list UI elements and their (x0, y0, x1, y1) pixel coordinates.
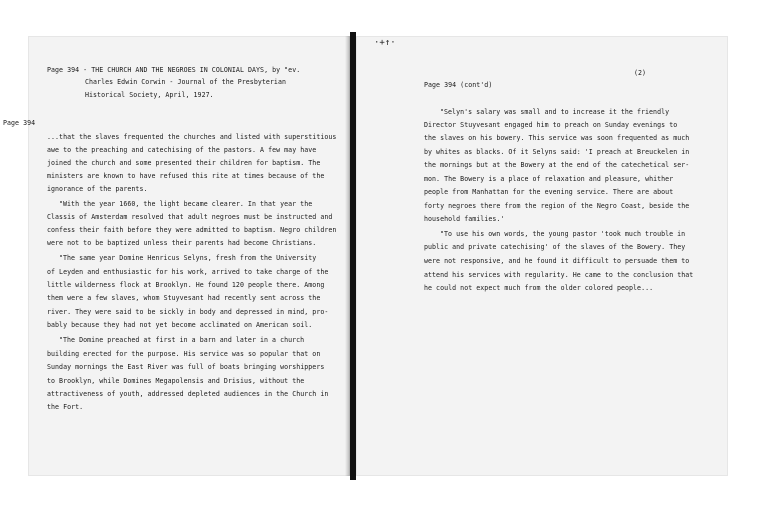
binding-spine (350, 32, 356, 480)
left-body-line: Sunday mornings the East River was full of boats bringing worshippers (47, 363, 325, 371)
left-body-line: attractiveness of youth, addressed depleted audiences in the Church in (47, 390, 329, 398)
right-body-line: the slaves on his bowery. This service was soon frequented as much (424, 134, 690, 142)
left-body-line: ministers are known to have refused this rite at times because of the (47, 172, 325, 180)
right-body-line: household families.' (424, 215, 505, 223)
left-body-line: "With the year 1660, the light became clearer. In that year the (59, 200, 313, 208)
right-body-line: he could not expect much from the older colored people... (424, 284, 654, 292)
right-body-line: were not responsive, and he found it difficult to persuade them to (424, 257, 690, 265)
left-body-line: ...that the slaves frequented the churches and listed with superstitious (47, 133, 337, 141)
right-body-line: "To use his own words, the young pastor 'took much trouble in (440, 230, 686, 238)
left-body-line: joined the church and some presented their children for baptism. The (47, 159, 321, 167)
left-body-line: confess their faith before they were admitted to baptism. Negro children (47, 226, 337, 234)
left-body-line: "The Domine preached at first in a barn and later in a church (59, 336, 305, 344)
left-body-line: river. They were said to be sickly in body and depressed in mind, pro- (47, 308, 329, 316)
left-body-line: of Leyden and enthusiastic for his work, arrived to take charge of the (47, 268, 329, 276)
scan-mark: ·+↑· (374, 38, 396, 48)
right-body-line: attend his services with regularity. He came to the conclusion that (424, 271, 694, 279)
left-body-line: ignorance of the parents. (47, 185, 148, 193)
page-number: (2) (634, 69, 647, 77)
right-body-line: by whites as blacks. Of it Selyns said: 'I preach at Breuckelen in (424, 148, 690, 156)
left-body-line: the Fort. (47, 403, 84, 411)
right-body-line: public and private catechising' of the slaves of the Bowery. They (424, 243, 686, 251)
right-body-line: Director Stuyvesant engaged him to preach on Sunday evenings to (424, 121, 678, 129)
left-body-line: bably because they had not yet become acclimated on American soil. (47, 321, 313, 329)
left-body-line: to Brooklyn, while Domines Megapolensis and Drisius, without the (47, 377, 305, 385)
left-body-line: building erected for the purpose. His service was so popular that on (47, 350, 321, 358)
left-body-line: awe to the preaching and catechising of the pastors. A few may have (47, 146, 317, 154)
right-body-line: "Selyn's salary was small and to increase it the friendly (440, 108, 670, 116)
left-body-line: "The same year Domine Henricus Selyns, fresh from the University (59, 254, 317, 262)
right-body-line: forty negroes there from the region of the Negro Coast, beside the (424, 202, 690, 210)
right-header: Page 394 (cont'd) (424, 81, 493, 89)
left-body-line: were not to be baptized unless their parents had become Christians. (47, 239, 317, 247)
left-body-line: little wilderness flock at Brooklyn. He found 120 people there. Among (47, 281, 325, 289)
right-body-line: mon. The Bowery is a place of relaxation and pleasure, whither (424, 175, 674, 183)
left-body-line: them were a few slaves, whom Stuyvesant had recently sent across the (47, 294, 321, 302)
margin-page-label: Page 394 (3, 119, 36, 127)
left-body-line: Classis of Amsterdam resolved that adult negroes must be instructed and (47, 213, 333, 221)
left-header-line: Historical Society, April, 1927. (85, 91, 214, 99)
right-body-line: the mornings but at the Bowery at the end of the catechetical ser- (424, 161, 690, 169)
left-header-line: Page 394 - THE CHURCH AND THE NEGROES IN COLONIAL DAYS, by "ev. (47, 66, 301, 74)
left-header-line: Charles Edwin Corwin - Journal of the Presbyterian (85, 78, 286, 86)
right-page (356, 36, 728, 476)
right-body-line: people from Manhattan for the evening service. There are about (424, 188, 674, 196)
